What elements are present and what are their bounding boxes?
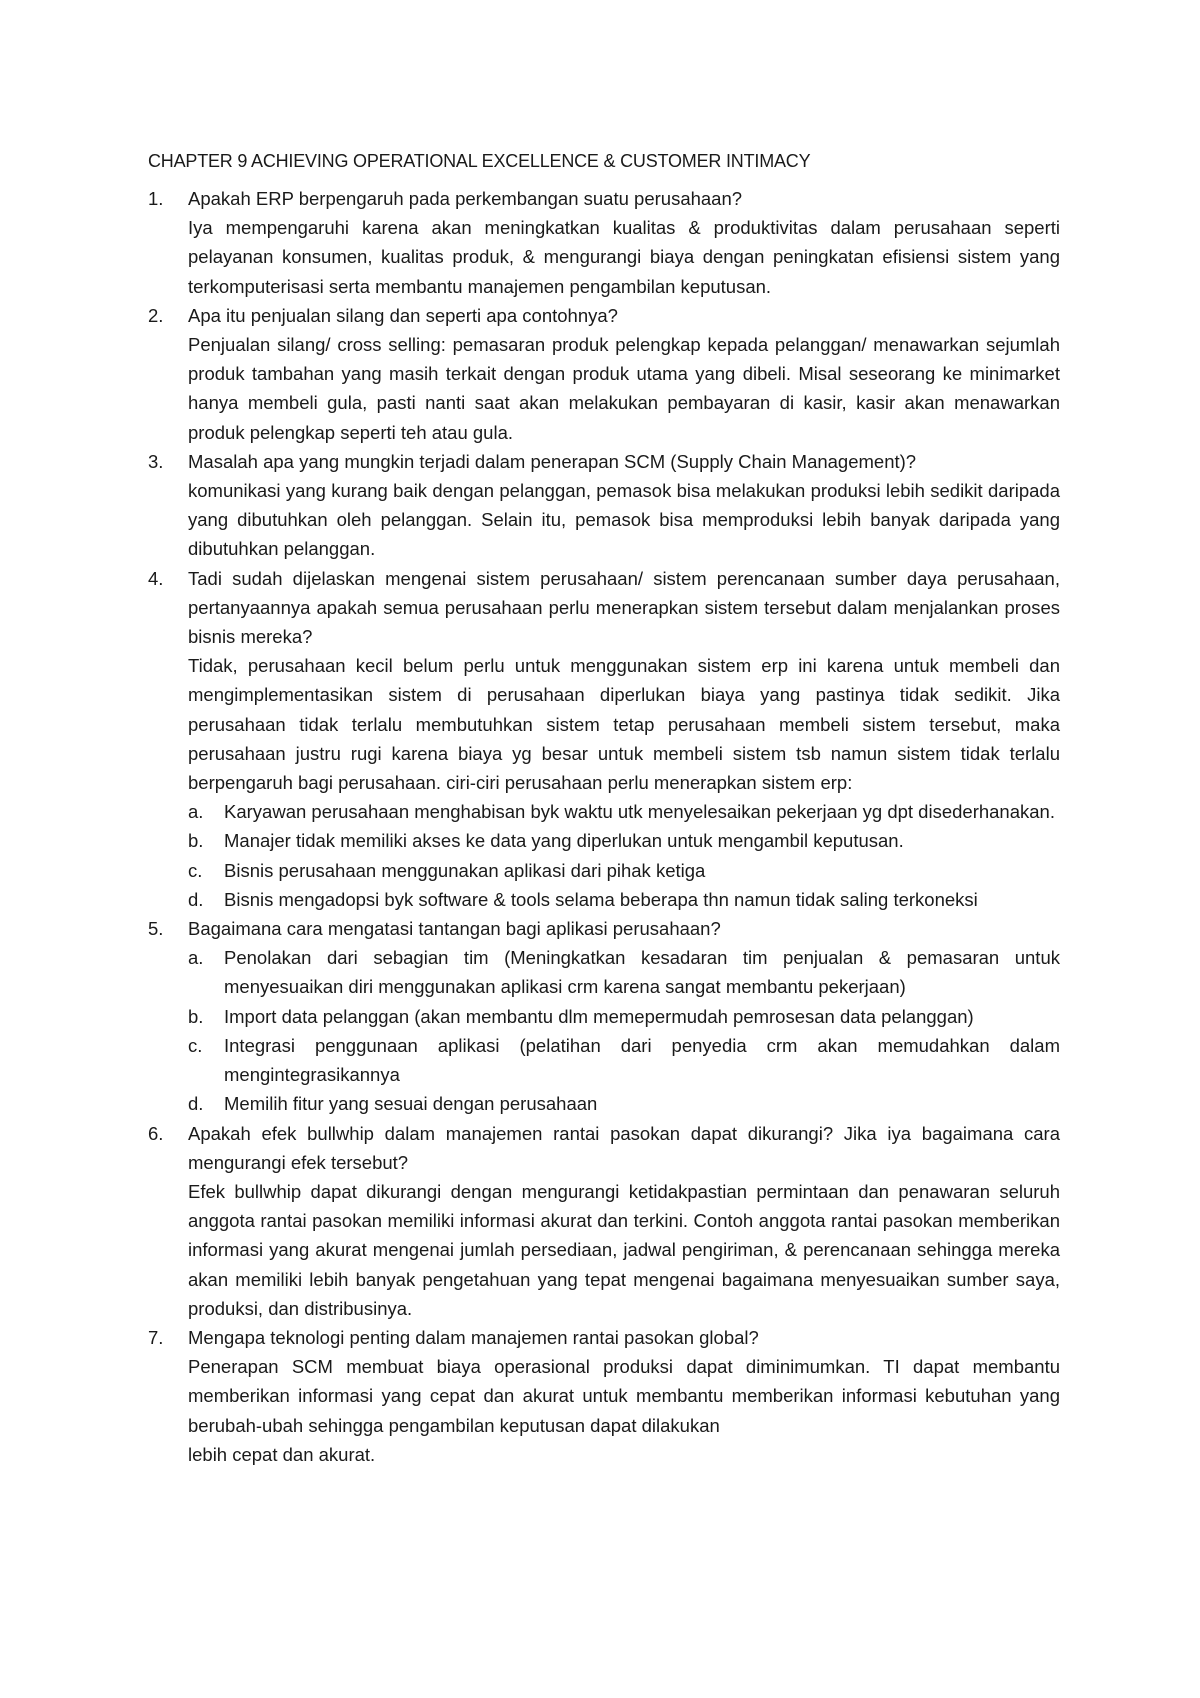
question-item-1 [148,184,1060,301]
item-number: 3. [148,450,164,472]
sub-item-letter: a. [188,801,204,823]
question-text: Tadi sudah dijelaskan mengenai sistem perusahaan/ sistem perencanaan sumber daya perusahaan, pertanyaannya apakah semua perusahaan perlu menerapkan sistem tersebut dalam menjalankan proses bisnis mereka? [188,567,1060,648]
sub-item [188,826,1060,855]
sub-item-text: Bisnis perusahaan menggunakan aplikasi dari pihak ketiga [224,859,706,881]
question-item-5 [148,914,1060,1118]
question-item-2 [148,301,1060,447]
sub-item-letter: d. [188,888,204,910]
sub-item-text: Integrasi penggunaan aplikasi (pelatihan dari penyedia crm akan memudahkan dalam mengintegrasikannya [224,1034,1060,1086]
sub-item-letter: a. [188,947,204,969]
question-text: Mengapa teknologi penting dalam manajemen rantai pasokan global? [188,1326,759,1348]
answer-text: Penjualan silang/ cross selling: pemasaran produk pelengkap kepada pelanggan/ menawarkan sejumlah produk tambahan yang masih terkait dengan produk utama yang dibeli. Misal seseorang ke minimarket hanya membeli gula, pasti nanti saat akan melakukan pembayaran di kasir, kasir akan menawarkan produk pelengkap seperti teh atau gula. [188,334,1060,443]
question-text: Bagaimana cara mengatasi tantangan bagi aplikasi perusahaan? [188,918,721,940]
question-text: Apakah efek bullwhip dalam manajemen rantai pasokan dapat dikurangi? Jika iya bagaimana cara mengurangi efek tersebut? [188,1122,1060,1173]
item-number: 4. [148,567,164,589]
answer-text: Iya mempengaruhi karena akan meningkatkan kualitas & produktivitas dalam perusahaan seperti pelayanan konsumen, kualitas produk, & mengurangi biaya dengan peningkatan efisiensi sistem yang terkomputerisasi serta membantu manajemen pengambilan keputusan. [188,217,1060,297]
sub-item-text: Penolakan dari sebagian tim (Meningkatkan kesadaran tim penjualan & pemasaran untuk menyesuaikan diri menggunakan aplikasi crm karena sangat membantu pekerjaan) [224,947,1060,998]
item-number: 5. [148,918,164,940]
sub-item [188,1002,1060,1031]
sub-item-letter: c. [188,859,203,881]
sub-item [188,943,1060,1001]
document-body [148,147,1060,1469]
answer-text: Tidak, perusahaan kecil belum perlu untuk menggunakan sistem erp ini karena untuk membeli dan mengimplementasikan sistem di perusahaan diperlukan biaya yang pastinya tidak sedikit. Jika perusahaan tidak terlalu membutuhkan sistem tetap perusahaan membeli sistem tersebut, maka perusahaan justru rugi karena biaya yg besar untuk membeli sistem tsb namun sistem tidak terlalu berpengaruh bagi perusahaan. ciri-ciri perusahaan perlu menerapkan sistem erp: [188,655,1060,794]
sub-item [188,856,1060,885]
question-text: Apakah ERP berpengaruh pada perkembangan suatu perusahaan? [188,188,743,209]
answer-text: komunikasi yang kurang baik dengan pelanggan, pemasok bisa melakukan produksi lebih sedikit daripada yang dibutuhkan oleh pelanggan. Selain itu, pemasok bisa memproduksi lebih banyak daripada yang dibutuhkan pelanggan. [188,480,1060,560]
sub-item [188,885,1060,914]
item-number: 7. [148,1326,164,1348]
question-item-4 [148,564,1060,914]
question-item-6 [148,1119,1060,1323]
item-number: 2. [148,304,164,326]
question-text: Masalah apa yang mungkin terjadi dalam penerapan SCM (Supply Chain Management)? [188,450,917,472]
sub-item-text: Import data pelanggan (akan membantu dlm memepermudah pemrosesan data pelanggan) [224,1005,974,1027]
item-number: 1. [148,188,164,209]
question-item-3 [148,447,1060,564]
answer-text: Penerapan SCM membuat biaya operasional produksi dapat diminimumkan. TI dapat membantu memberikan informasi yang cepat dan akurat untuk membantu memberikan informasi kebutuhan yang berubah-ubah sehingga pengambilan keputusan dapat dilakukan [188,1356,1060,1436]
item-number: 6. [148,1122,164,1144]
sub-item-text: Bisnis mengadopsi byk software & tools selama beberapa thn namun tidak saling terkoneksi [224,888,978,910]
sub-item [188,1031,1060,1089]
question-item-7 [148,1323,1060,1469]
sub-item-text: Karyawan perusahaan menghabisan byk waktu utk menyelesaikan pekerjaan yg dpt disederhanakan. [224,801,1055,823]
sub-item [188,797,1060,826]
chapter-title: CHAPTER 9 ACHIEVING OPERATIONAL EXCELLENCE & CUSTOMER INTIMACY [148,151,811,171]
sub-item-letter: b. [188,1005,204,1027]
sub-item-text: Memilih fitur yang sesuai dengan perusahaan [224,1093,598,1115]
sub-item [188,1089,1060,1118]
answer-text: Efek bullwhip dapat dikurangi dengan mengurangi ketidakpastian permintaan dan penawaran seluruh anggota rantai pasokan memiliki informasi akurat dan terkini. Contoh anggota rantai pasokan memberikan informasi yang akurat mengenai jumlah persediaan, jadwal pengiriman, & perencanaan sehingga mereka akan memiliki lebih banyak pengetahuan yang tepat mengenai bagaimana menyesuaikan sumber saya, produksi, dan distribusinya. [188,1180,1060,1319]
sub-item-letter: b. [188,830,204,852]
sub-item-text: Manajer tidak memiliki akses ke data yang diperlukan untuk mengambil keputusan. [224,830,904,852]
sub-item-letter: c. [188,1034,203,1056]
sub-item-letter: d. [188,1093,204,1115]
question-text: Apa itu penjualan silang dan seperti apa contohnya? [188,304,618,326]
answer-text-tail: lebih cepat dan akurat. [188,1443,376,1465]
